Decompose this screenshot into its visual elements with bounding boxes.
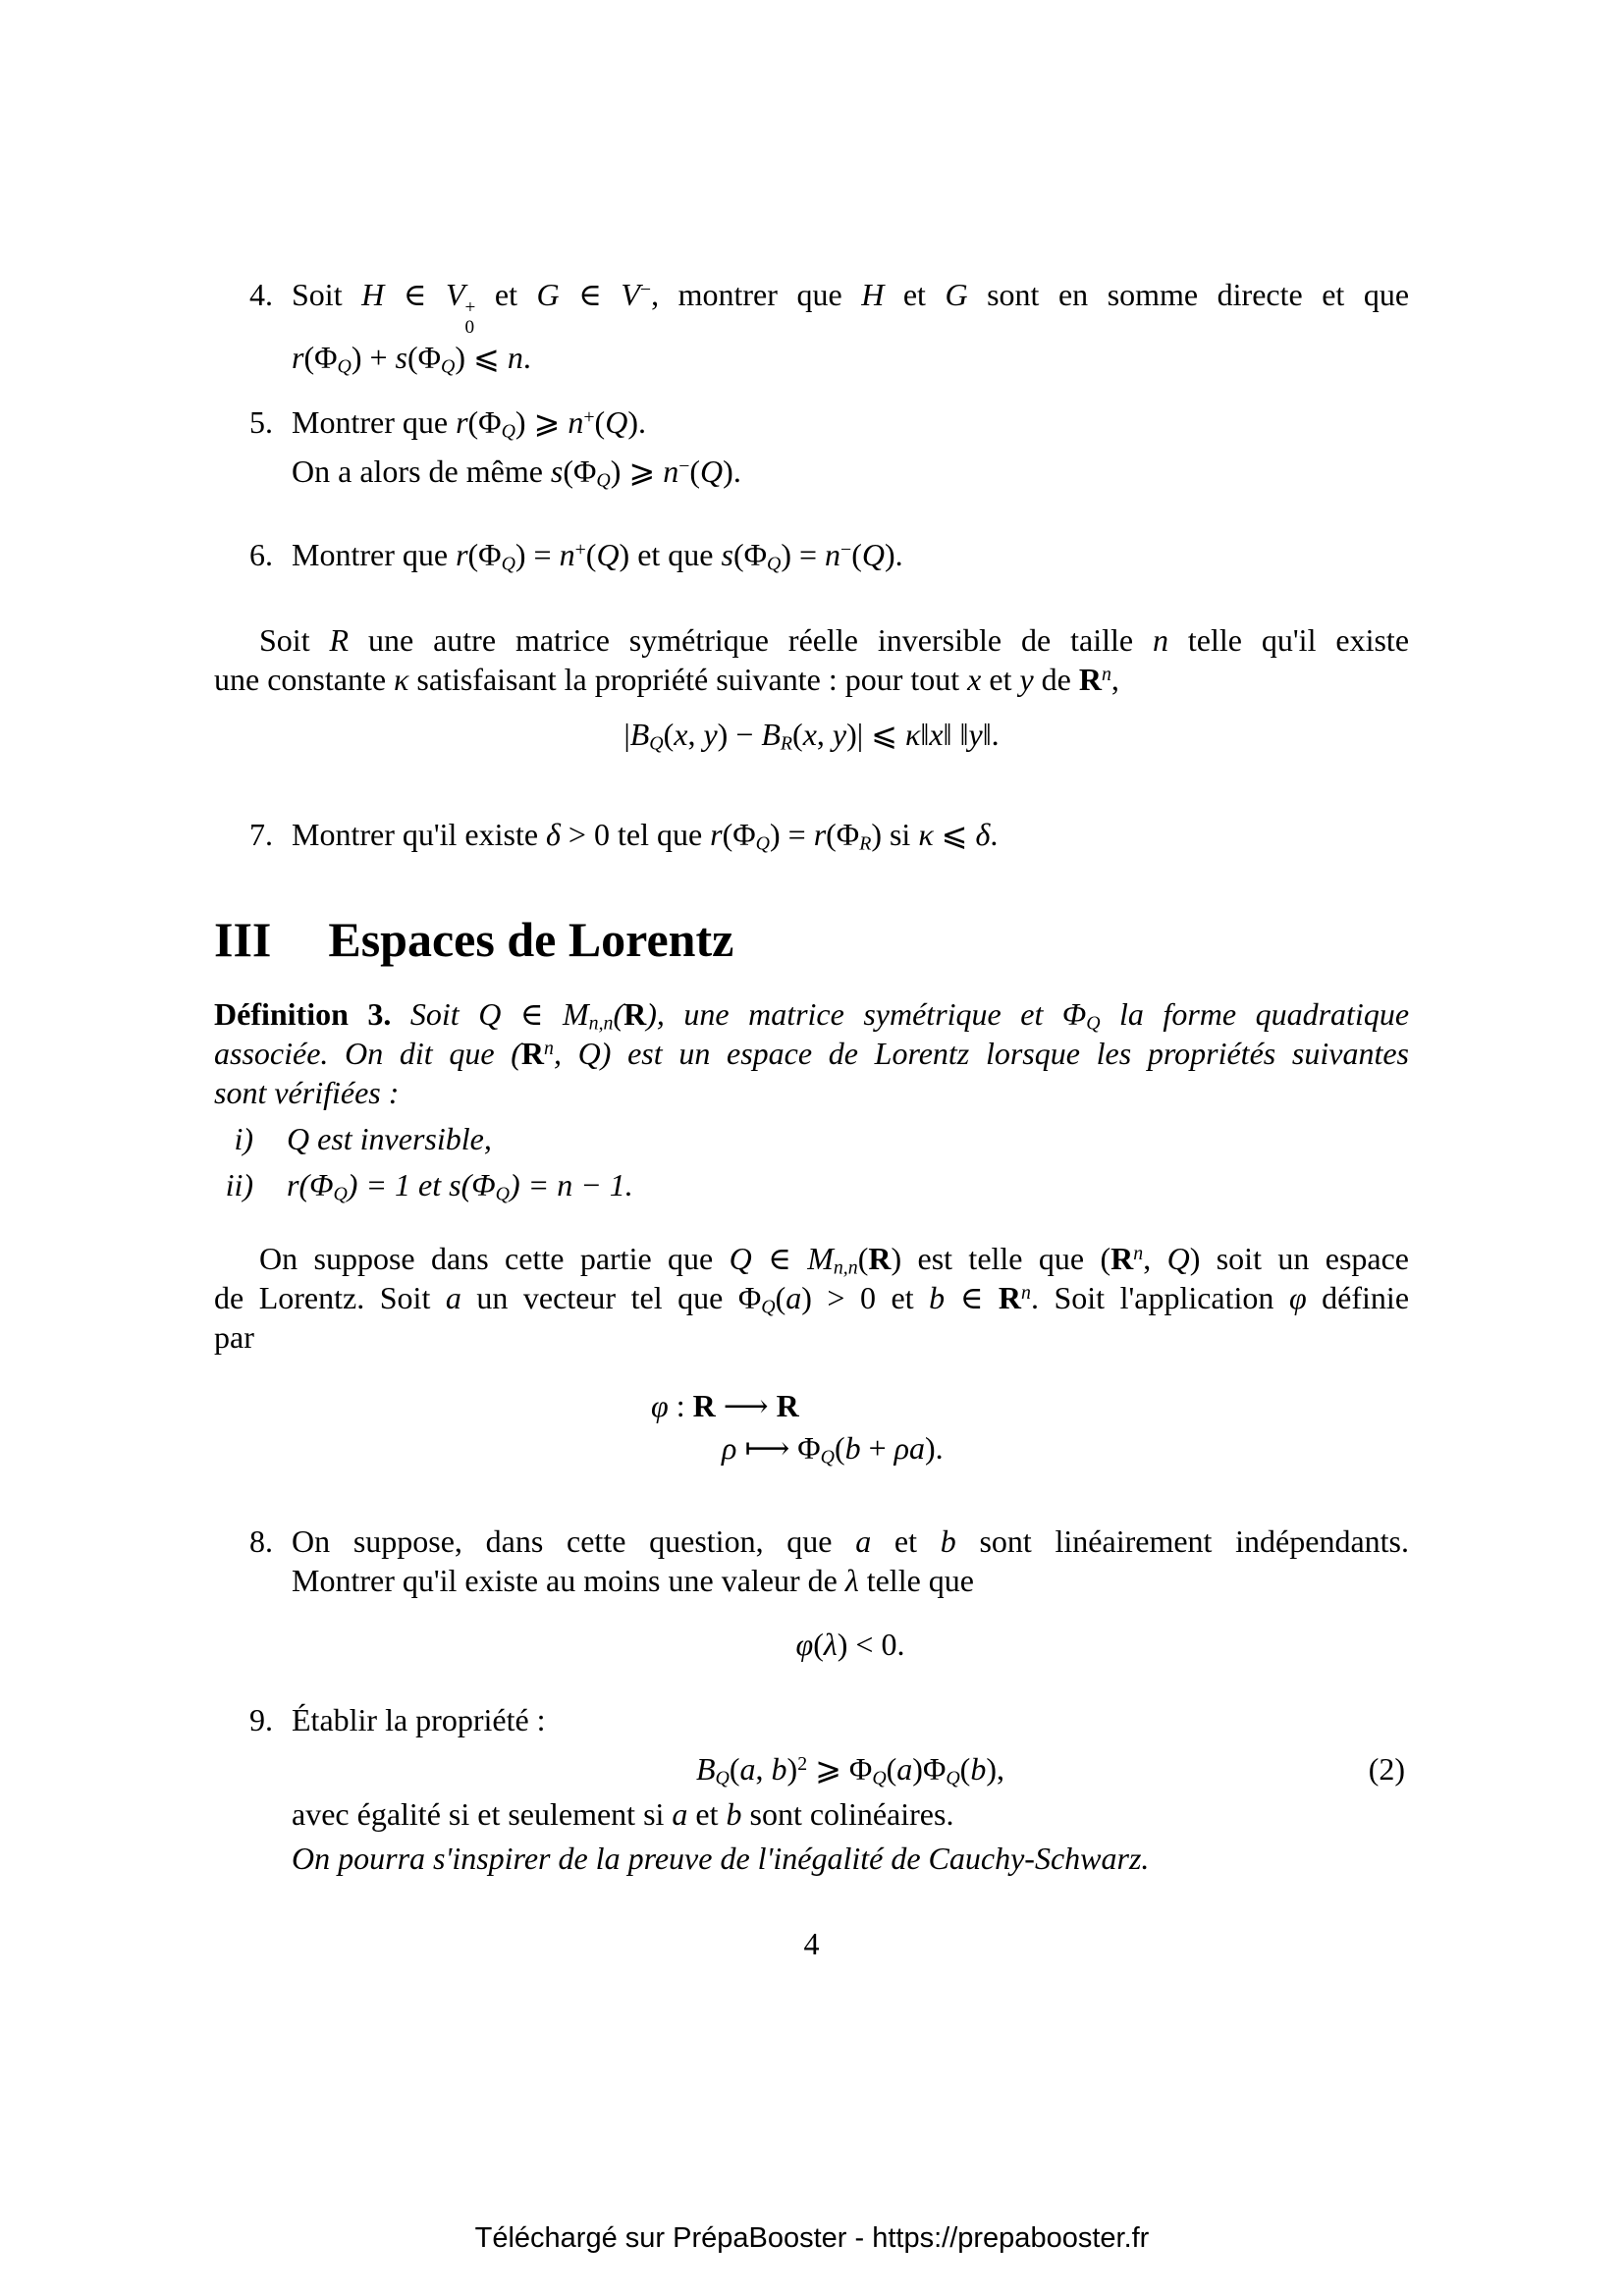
- paragraph-matrix-r-line-2: une constante κ satisfaisant la propriété suivante : pour tout x et y de $R^n$,: [214, 662, 1119, 697]
- question-9-note: avec égalité si et seulement si a et b sont colinéaires.: [292, 1796, 954, 1832]
- question-7: [214, 815, 1409, 854]
- question-6-text: Montrer que $r(\Phi_Q) = n^+(Q)$ et que $s(\Phi_Q) = n^-(Q)$.: [292, 537, 903, 575]
- question-9: [214, 1700, 1409, 1739]
- question-4-text: [292, 275, 1409, 377]
- question-5-remark: On a alors de même $s(\Phi_Q)$ ⩾ n−(Q).: [292, 454, 741, 492]
- question-8-line-1: On suppose, dans cette question, que a et b sont linéairement indépendants.: [292, 1523, 1410, 1559]
- definition-item-ii-text: $r(\Phi_Q) = 1$ et $s(\Phi_Q) = n - 1$.: [287, 1167, 633, 1205]
- equation-phi-lambda-negative: φ(λ) < 0.: [795, 1627, 905, 1662]
- question-5-number: 5.: [249, 404, 273, 440]
- paragraph-lorentz-line-1: On suppose dans cette partie que Q ∈ $M_{n,n}(R)$ est telle que ($R^n$, Q) soit un espace: [259, 1241, 1410, 1279]
- question-4: [214, 275, 1409, 377]
- definition-item-ii-marker: ii): [225, 1167, 253, 1202]
- paragraph-matrix-r: [214, 620, 1409, 699]
- definition-3-line-1: Définition 3. Soit Q ∈ $M_{n,n}(R)$, une matrice symétrique et $\Phi_Q$ la forme quadratique: [214, 996, 1410, 1035]
- question-4-line-1: Soit H ∈ V + 0 et G ∈ V−, montrer que H et G sont en somme directe et que: [292, 277, 1410, 339]
- equation-2-row: [292, 1749, 1409, 1789]
- paragraph-lorentz-line-3: par: [214, 1319, 254, 1355]
- paragraph-lorentz-line-2: de Lorentz. Soit a un vecteur tel que $\Phi_Q(a) > 0$ et b ∈ $R^n$. Soit l'application φ définie: [214, 1280, 1410, 1318]
- definition-3-line-3: sont vérifiées :: [214, 1075, 400, 1110]
- definition-3-line-2: associée. On dit que ($R^n$, Q) est un espace de Lorentz lorsque les propriétés suivantes: [214, 1036, 1409, 1071]
- paragraph-matrix-r-line-1: Soit R une autre matrice symétrique réelle inversible de taille n telle qu'il existe: [259, 622, 1410, 658]
- equation-bilinear-bound: $|B_Q(x$, $y) - B_R(x$, y)| ⩽ κ‖x‖ ‖y‖.: [623, 717, 1000, 755]
- definition-item-ii: [214, 1165, 1409, 1204]
- question-6: [214, 535, 1409, 574]
- footer-watermark: Téléchargé sur PrépaBooster - https://prepabooster.fr: [474, 2222, 1150, 2254]
- equation-phi-map-rule: ρ ⟼ $\Phi_Q(b + \rho a)$.: [722, 1430, 944, 1468]
- text-block: [214, 0, 1409, 2296]
- question-7-text: Montrer qu'il existe δ > 0 tel que $r(\Phi_Q) = r(\Phi_R)$ si κ ⩽ δ.: [292, 817, 999, 855]
- definition-item-i: [214, 1119, 1409, 1158]
- question-5: [214, 402, 1409, 442]
- definition-item-i-text: Q est inversible,: [287, 1121, 492, 1156]
- equation-2: $B_Q(a$, b)$^2$ ⩾ $\Phi_Q(a)\Phi_Q(b)$,: [696, 1751, 1004, 1789]
- equation-2-tag: (2): [1368, 1751, 1405, 1787]
- section-title: Espaces de Lorentz: [328, 912, 734, 967]
- question-7-number: 7.: [249, 817, 273, 852]
- question-8: [214, 1522, 1409, 1600]
- question-9-number: 9.: [249, 1702, 273, 1737]
- question-9-hint: On pourra s'inspirer de la preuve de l'inégalité de Cauchy-Schwarz.: [292, 1841, 1150, 1876]
- section-number: III: [214, 912, 272, 967]
- question-4-number: 4.: [249, 277, 273, 312]
- question-9-intro: Établir la propriété :: [292, 1702, 546, 1737]
- question-6-number: 6.: [249, 537, 273, 572]
- section-heading: [214, 912, 733, 967]
- question-8-text: [292, 1522, 1409, 1600]
- equation-phi-map-domain: φ : R ⟶ R: [651, 1388, 799, 1423]
- page-number: 4: [803, 1926, 820, 1961]
- definition-item-i-marker: i): [234, 1121, 253, 1156]
- question-5-text: Montrer que $r(\Phi_Q)$ ⩾ n+(Q).: [292, 404, 646, 443]
- paragraph-lorentz-setup: [214, 1239, 1409, 1357]
- question-8-number: 8.: [249, 1523, 273, 1559]
- question-8-line-2: Montrer qu'il existe au moins une valeur de λ telle que: [292, 1563, 974, 1598]
- definition-3: [214, 994, 1409, 1112]
- question-4-line-2: $r(\Phi_Q) + s(\Phi_Q)$ ⩽ n.: [292, 340, 531, 378]
